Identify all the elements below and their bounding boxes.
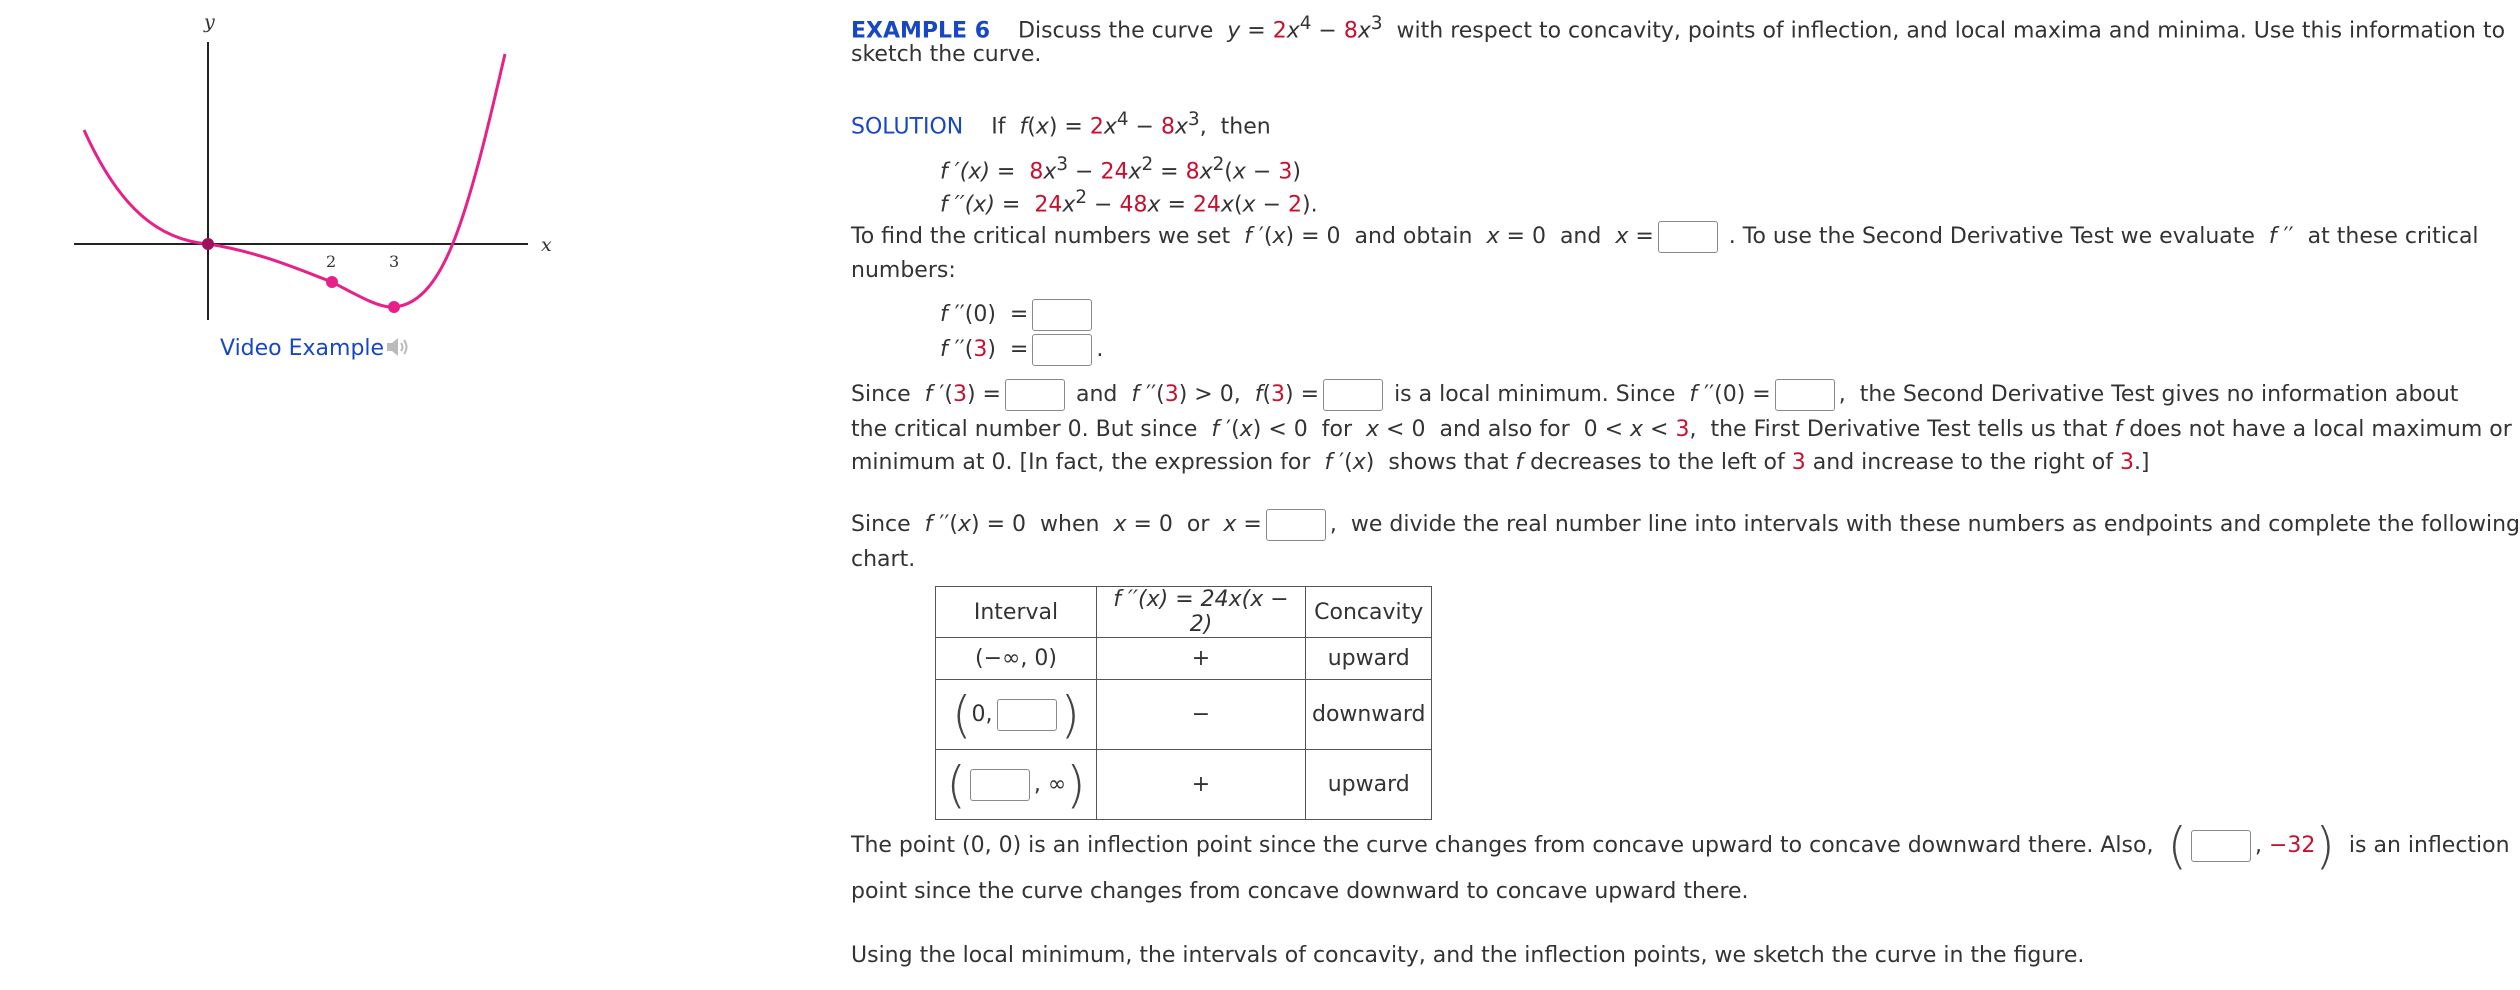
f2-at-3-input[interactable] xyxy=(1032,334,1092,366)
since-paragraph-line-2: the critical number 0. But since f ′(x) < 0 for x < 0 and also for 0 < x < 3, the First Derivative Test tells us that f does not have a local maximum or xyxy=(851,417,2512,442)
interval-2-right-input[interactable] xyxy=(997,699,1057,731)
example-line-2: sketch the curve. xyxy=(851,42,1042,67)
tick-label-2: 2 xyxy=(326,252,337,271)
example-line-1: EXAMPLE 6 Discuss the curve $y = 2x^4 - 8x^3$ with respect to concavity, points of inflection, and local maxima and minima. Use this information to xyxy=(851,13,2506,44)
second-derivative-at-3: f ′′(3) = . xyxy=(940,334,1103,366)
table-row xyxy=(936,680,1432,750)
solution-line: SOLUTION If $f(x) = 2x^4 - 8x^3$, then xyxy=(851,109,1271,140)
inflection-x-input[interactable] xyxy=(1266,509,1326,541)
x-axis-label: x xyxy=(541,234,552,256)
concavity-cell: upward xyxy=(1306,750,1432,820)
f1-at-3-input[interactable] xyxy=(1005,379,1065,411)
inflection-line-2: point since the curve changes from concave downward to concave upward there. xyxy=(851,879,1749,904)
inflection-candidates-line-1: Since f ′′(x) = 0 when x = 0 or x = , we divide the real number line into intervals with these numbers as endpoints and complete the following xyxy=(851,509,2520,541)
header-second-derivative: f ′′(x) = 24x(x − 2) xyxy=(1097,587,1306,638)
interval-cell: (0, ) xyxy=(936,680,1097,750)
video-example-link[interactable] xyxy=(220,334,410,361)
header-interval: Interval xyxy=(936,587,1097,638)
sign-cell: + xyxy=(1097,750,1306,820)
concavity-cell: downward xyxy=(1306,680,1432,750)
sign-cell: + xyxy=(1097,638,1306,680)
concavity-cell: upward xyxy=(1306,638,1432,680)
since-paragraph-line-1: Since f ′(3) = and f ′′(3) > 0, f(3) = is a local minimum. Since f ′′(0) = , the Second Derivative Test gives no information about xyxy=(851,379,2458,411)
curve-path xyxy=(84,54,505,307)
inflection-point-2 xyxy=(326,276,338,288)
second-derivative-line: f $''(x) = 24x^2 - 48x = 24x(x - 2)$. xyxy=(940,187,1318,218)
inflection-point-x-input[interactable] xyxy=(2191,830,2251,862)
video-example-label: Video Example xyxy=(220,336,385,361)
since-paragraph-line-3: minimum at 0. [In fact, the expression for f ′(x) shows that f decreases to the left of 3 and increase to the right of 3.] xyxy=(851,450,2150,475)
tick-label-3: 3 xyxy=(389,252,400,271)
critical-line-2: numbers: xyxy=(851,258,956,283)
f-at-3-input[interactable] xyxy=(1323,379,1383,411)
inflection-point-origin xyxy=(202,238,214,250)
table-row xyxy=(936,750,1432,820)
interval-cell: (−∞, 0) xyxy=(936,638,1097,680)
concavity-table xyxy=(935,586,1432,820)
critical-line-1: To find the critical numbers we set f ′(x) = 0 and obtain x = 0 and x = . To use the Second Derivative Test we evaluate f ′′ at these critical xyxy=(851,221,2479,253)
interval-cell: ( , ∞) xyxy=(936,750,1097,820)
speaker-icon xyxy=(384,334,410,360)
closing-paragraph: Using the local minimum, the intervals of concavity, and the inflection points, we sketch the curve in the figure. xyxy=(851,943,2085,968)
sign-cell: − xyxy=(1097,680,1306,750)
interval-3-left-input[interactable] xyxy=(970,769,1030,801)
solution-label: SOLUTION xyxy=(851,114,964,140)
first-derivative-line: f $'(x) = 8x^3 - 24x^2 = 8x^2(x - 3)$ xyxy=(940,154,1301,185)
local-minimum-point xyxy=(388,301,400,313)
f2-at-0-repeat-input[interactable] xyxy=(1775,379,1835,411)
second-derivative-at-0: f ′′(0) = xyxy=(940,299,1096,331)
inflection-line-1: The point (0, 0) is an inflection point since the curve changes from concave upward to concave downward there. Also, ( , −32) is an inflection xyxy=(851,817,2510,875)
curve-figure xyxy=(0,0,560,340)
critical-x-answer-input[interactable] xyxy=(1658,221,1718,253)
table-row xyxy=(936,638,1432,680)
y-axis-label: y xyxy=(204,11,215,33)
inflection-candidates-line-2: chart. xyxy=(851,547,916,572)
f2-at-0-input[interactable] xyxy=(1032,299,1092,331)
header-concavity: Concavity xyxy=(1306,587,1432,638)
example-label: EXAMPLE 6 xyxy=(851,18,991,44)
table-header-row xyxy=(936,587,1432,638)
curve-graph xyxy=(0,0,560,340)
